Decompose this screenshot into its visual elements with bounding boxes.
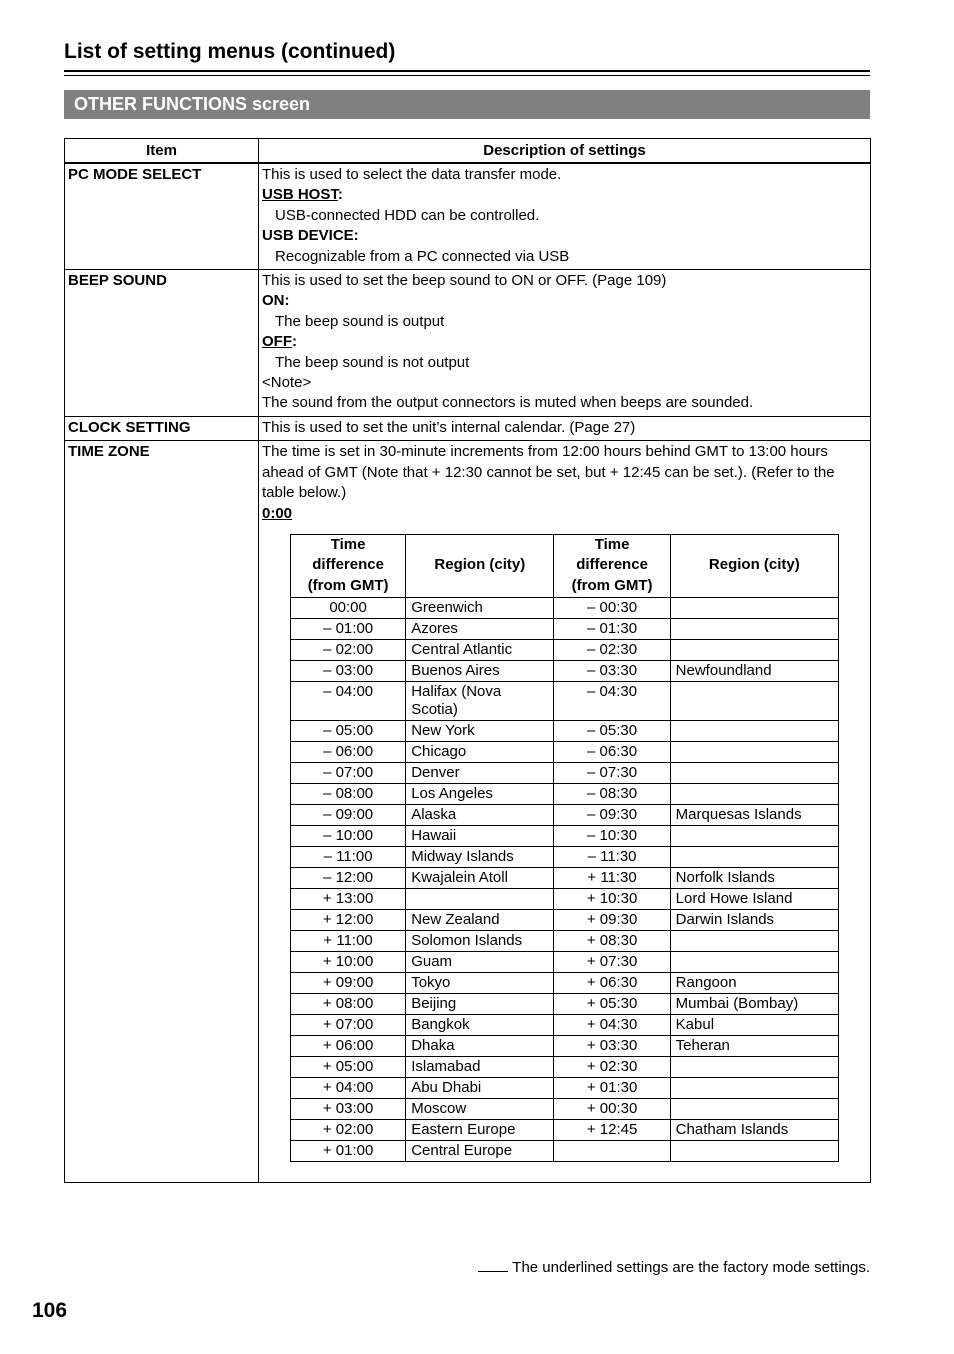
tz-region: New Zealand [406,910,554,931]
tz-row [291,868,839,889]
tz-row [291,640,839,661]
underline-sample [478,1259,508,1272]
tz-row [291,931,839,952]
tz-time-diff: + 03:00 [291,1099,406,1120]
tz-time-diff [554,1141,670,1162]
tz-region [670,598,838,619]
tz-time-diff: – 02:00 [291,640,406,661]
usb-device-text: Recognizable from a PC connected via USB [275,247,570,265]
tz-region: Guam [406,952,554,973]
tz-time-diff: – 04:30 [554,682,670,721]
tz-body [291,598,839,1162]
tz-row [291,847,839,868]
time-zone-table-wrap [262,524,867,1180]
tz-time-diff: + 04:30 [554,1015,670,1036]
tz-time-diff: + 08:00 [291,994,406,1015]
tz-region: Halifax (Nova Scotia) [406,682,554,721]
tz-region [670,952,838,973]
tz-row [291,1078,839,1099]
tz-time-diff: + 07:30 [554,952,670,973]
header-item: Item [65,139,259,164]
tz-region [670,1078,838,1099]
tz-region: Marquesas Islands [670,805,838,826]
tz-region [670,1141,838,1162]
tz-time-diff: + 06:00 [291,1036,406,1057]
tz-region: Buenos Aires [406,661,554,682]
tz-time-diff: – 09:00 [291,805,406,826]
tz-region: Norfolk Islands [670,868,838,889]
title-rule-thin [64,75,870,76]
tz-time-diff: – 03:00 [291,661,406,682]
tz-row [291,973,839,994]
item-beep-sound: BEEP SOUND [65,270,259,417]
footnote-text: The underlined settings are the factory mode settings. [512,1259,870,1276]
tz-region: Lord Howe Island [670,889,838,910]
usb-host-label: USB HOST [262,186,338,204]
page-number: 106 [32,1299,68,1322]
tz-time-diff: – 02:30 [554,640,670,661]
tz-region: Chicago [406,742,554,763]
tz-region: Midway Islands [406,847,554,868]
tz-time-diff: – 07:00 [291,763,406,784]
tz-time-diff: – 11:00 [291,847,406,868]
tz-region: Los Angeles [406,784,554,805]
tz-region [670,742,838,763]
tz-time-diff: – 08:00 [291,784,406,805]
tz-time-diff: + 09:00 [291,973,406,994]
tz-region [670,931,838,952]
tz-region: Azores [406,619,554,640]
tz-time-diff: – 03:30 [554,661,670,682]
tz-time-diff: – 08:30 [554,784,670,805]
tz-region [670,763,838,784]
title-rule-thick [64,70,870,72]
tz-row [291,805,839,826]
tz-region: Mumbai (Bombay) [670,994,838,1015]
tz-row [291,910,839,931]
time-zone-description: The time is set in 30-minute increments from 12:00 hours behind GMT to 13:00 hours ahead of GMT (Note that + 12:30 cannot be set, but + 12:45 can be set.). (Refer to the table below.) [262,443,835,502]
tz-row [291,682,839,721]
footnote [478,1259,870,1276]
tz-time-diff: + 05:30 [554,994,670,1015]
usb-host-colon: : [337,186,343,204]
beep-note-label: <Note> [262,374,312,392]
tz-region: Tokyo [406,973,554,994]
tz-region: Greenwich [406,598,554,619]
tz-time-diff: 00:00 [291,598,406,619]
tz-time-diff: – 04:00 [291,682,406,721]
beep-on-text: The beep sound is output [275,312,445,330]
tz-row [291,598,839,619]
tz-region: Hawaii [406,826,554,847]
tz-region: Alaska [406,805,554,826]
tz-region: Solomon Islands [406,931,554,952]
tz-time-diff: – 06:30 [554,742,670,763]
tz-row [291,742,839,763]
tz-region: Kwajalein Atoll [406,868,554,889]
tz-region: New York [406,721,554,742]
beep-off-colon: : [292,333,297,351]
tz-time-diff: + 01:30 [554,1078,670,1099]
desc-beep-sound [259,270,871,417]
tz-time-diff: – 05:30 [554,721,670,742]
beep-off-text: The beep sound is not output [275,353,470,371]
tz-row [291,1036,839,1057]
tz-region [670,682,838,721]
tz-row [291,1141,839,1162]
tz-time-diff: + 04:00 [291,1078,406,1099]
row-pc-mode-select [65,163,871,270]
beep-off-label: OFF [262,333,292,351]
tz-region: Newfoundland [670,661,838,682]
tz-region: Abu Dhabi [406,1078,554,1099]
tz-row [291,784,839,805]
beep-on-label: ON: [262,292,290,310]
tz-region: Eastern Europe [406,1120,554,1141]
tz-region: Islamabad [406,1057,554,1078]
page-title: List of setting menus (continued) [64,40,396,63]
tz-row [291,994,839,1015]
tz-time-diff: + 07:00 [291,1015,406,1036]
tz-region [406,889,554,910]
tz-time-diff: – 11:30 [554,847,670,868]
tz-time-diff: + 11:00 [291,931,406,952]
tz-region: Dhaka [406,1036,554,1057]
beep-note-text: The sound from the output connectors is muted when beeps are sounded. [262,394,754,412]
table-header-row [65,139,871,164]
tz-time-diff: – 05:00 [291,721,406,742]
tz-row [291,889,839,910]
tz-region: Beijing [406,994,554,1015]
tz-header-region-1: Region (city) [406,534,554,597]
row-beep-sound [65,270,871,417]
tz-time-diff: – 07:30 [554,763,670,784]
section-heading: OTHER FUNCTIONS screen [64,90,870,119]
pc-mode-option-usb-host [262,185,867,205]
tz-region [670,1057,838,1078]
time-zone-default: 0:00 [262,504,293,522]
tz-region: Rangoon [670,973,838,994]
tz-region: Kabul [670,1015,838,1036]
tz-time-diff: – 09:30 [554,805,670,826]
tz-time-diff: + 05:00 [291,1057,406,1078]
tz-region: Bangkok [406,1015,554,1036]
settings-table [64,138,871,1183]
tz-region: Central Atlantic [406,640,554,661]
beep-description: This is used to set the beep sound to ON or OFF. (Page 109) [262,272,667,290]
desc-clock-setting: This is used to set the unit’s internal calendar. (Page 27) [259,416,871,440]
tz-row [291,1015,839,1036]
tz-time-diff: + 12:00 [291,910,406,931]
tz-time-diff: – 10:00 [291,826,406,847]
tz-time-diff: + 11:30 [554,868,670,889]
item-pc-mode-select: PC MODE SELECT [65,163,259,270]
item-time-zone: TIME ZONE [65,441,259,1183]
tz-row [291,1099,839,1120]
row-time-zone [65,441,871,1183]
tz-time-diff: + 13:00 [291,889,406,910]
tz-time-diff: + 08:30 [554,931,670,952]
tz-time-diff: + 09:30 [554,910,670,931]
tz-region: Chatham Islands [670,1120,838,1141]
tz-row [291,619,839,640]
tz-time-diff: – 00:30 [554,598,670,619]
tz-time-diff: + 12:45 [554,1120,670,1141]
tz-header-row [291,534,839,597]
tz-row [291,826,839,847]
tz-region [670,847,838,868]
desc-time-zone [259,441,871,1183]
tz-row [291,952,839,973]
tz-region: Moscow [406,1099,554,1120]
tz-region: Darwin Islands [670,910,838,931]
beep-option-off [262,332,867,352]
tz-time-diff: + 03:30 [554,1036,670,1057]
tz-region: Central Europe [406,1141,554,1162]
tz-row [291,1120,839,1141]
tz-time-diff: + 10:30 [554,889,670,910]
tz-time-diff: – 06:00 [291,742,406,763]
tz-region [670,721,838,742]
tz-row [291,763,839,784]
tz-time-diff: + 02:30 [554,1057,670,1078]
tz-region [670,784,838,805]
tz-region [670,640,838,661]
tz-time-diff: + 06:30 [554,973,670,994]
tz-header-region-2: Region (city) [670,534,838,597]
tz-header-time-2: Time difference (from GMT) [554,534,670,597]
tz-time-diff: + 10:00 [291,952,406,973]
desc-pc-mode-select [259,163,871,270]
tz-time-diff: – 01:00 [291,619,406,640]
tz-time-diff: – 10:30 [554,826,670,847]
tz-region: Teheran [670,1036,838,1057]
item-clock-setting: CLOCK SETTING [65,416,259,440]
tz-row [291,1057,839,1078]
tz-time-diff: + 02:00 [291,1120,406,1141]
tz-time-diff: – 01:30 [554,619,670,640]
tz-time-diff: + 00:30 [554,1099,670,1120]
tz-row [291,721,839,742]
time-zone-table [290,534,839,1162]
tz-header-time-1: Time difference (from GMT) [291,534,406,597]
tz-region [670,826,838,847]
tz-time-diff: + 01:00 [291,1141,406,1162]
usb-device-label: USB DEVICE: [262,227,359,245]
tz-row [291,661,839,682]
header-description: Description of settings [259,139,871,164]
tz-time-diff: – 12:00 [291,868,406,889]
pc-mode-description: This is used to select the data transfer mode. [262,166,562,183]
tz-region [670,619,838,640]
row-clock-setting [65,416,871,440]
tz-region: Denver [406,763,554,784]
usb-host-text: USB-connected HDD can be controlled. [275,206,540,224]
tz-region [670,1099,838,1120]
